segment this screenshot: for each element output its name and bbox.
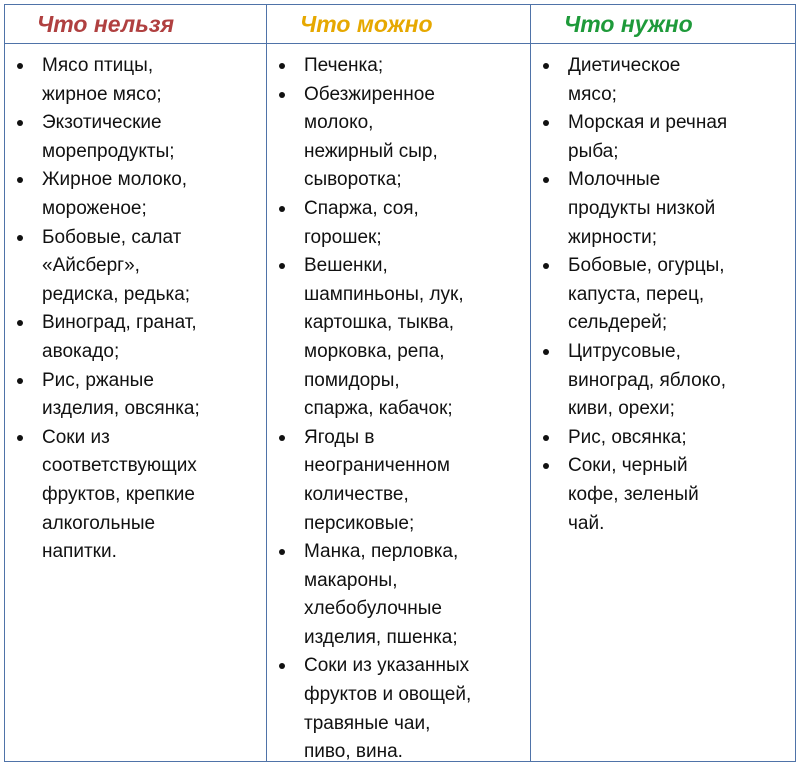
list-item <box>532 424 787 453</box>
list-item-line: киви, орехи; <box>568 398 675 420</box>
list-item-line: капуста, перец, <box>568 283 705 305</box>
list-item <box>532 452 787 538</box>
list-item-line: Вешенки, <box>304 255 388 277</box>
list-item-line: изделия, пшенка; <box>304 626 458 648</box>
list-item-line: персиковые; <box>304 512 415 534</box>
list-item-line: жирности; <box>568 226 658 248</box>
list-item-line: Печенка; <box>304 55 384 76</box>
list-item <box>268 538 522 652</box>
list-item-line: мороженое; <box>42 197 147 219</box>
list-item-line: Соки, черный <box>568 455 688 477</box>
list-item-line: Соки из <box>42 426 110 448</box>
list-item-line: неограниченном <box>304 455 450 477</box>
list-item-line: фруктов, крепкие <box>42 483 195 505</box>
list-item <box>5 52 258 109</box>
list-item-line: морепродукты; <box>42 140 175 162</box>
list-item-line: Цитрусовые, <box>568 340 681 362</box>
list-item-line: молоко, <box>304 112 374 134</box>
list-item-line: напитки. <box>42 541 117 563</box>
list-item-line: Виноград, гранат, <box>42 312 197 334</box>
list-item-line: Обезжиренное <box>304 83 435 105</box>
list-item-line: хлебобулочные <box>304 598 443 620</box>
list-item-line: рыба; <box>568 140 619 162</box>
list-item <box>532 166 787 252</box>
list-item-line: Бобовые, огурцы, <box>568 255 725 277</box>
column-forbidden <box>5 5 266 761</box>
list-item-line: чай. <box>568 512 605 534</box>
list-item-line: алкогольные <box>42 512 156 534</box>
list-item-line: количестве, <box>304 483 409 505</box>
list-item-line: травяные чаи, <box>304 712 431 734</box>
list-item-line: кофе, зеленый <box>568 483 699 505</box>
column-header-forbidden: Что нельзя <box>37 10 175 37</box>
list-item-line: шампиньоны, лук, <box>304 283 464 305</box>
list-item <box>5 109 258 166</box>
list-item-line: сыворотка; <box>304 169 402 191</box>
list-item-line: сельдерей; <box>568 312 668 334</box>
list-item-line: Ягоды в <box>304 426 375 448</box>
list-item-line: Манка, перловка, <box>304 541 459 563</box>
column-allowed <box>268 5 530 761</box>
list-item <box>268 52 522 81</box>
list-item-line: изделия, овсянка; <box>42 398 200 420</box>
list-item-line: фруктов и овощей, <box>304 684 472 706</box>
list-item-line: продукты низкой <box>568 197 716 219</box>
list-item-line: мясо; <box>568 83 617 105</box>
list-item-line: горошек; <box>304 226 382 248</box>
column-header-needed: Что нужно <box>564 10 693 37</box>
list-item <box>5 309 258 366</box>
list-item-line: Диетическое <box>568 55 681 76</box>
list-item-line: Жирное молоко, <box>42 169 188 191</box>
list-item <box>268 424 522 538</box>
column-header-allowed: Что можно <box>300 10 433 37</box>
list-item-line: Мясо птицы, <box>42 55 154 76</box>
list-item <box>268 652 522 766</box>
list-item-line: Экзотические <box>42 112 162 134</box>
list-item-line: картошка, тыква, <box>304 312 454 334</box>
list-item-line: Соки из указанных <box>304 655 470 677</box>
list-item-line: виноград, яблоко, <box>568 369 727 391</box>
forbidden-list <box>5 43 266 567</box>
list-item-line: Молочные <box>568 169 661 191</box>
list-item <box>5 166 258 223</box>
allowed-list <box>268 43 530 767</box>
list-item-line: соответствующих <box>42 455 197 477</box>
list-item <box>532 252 787 338</box>
list-item <box>268 195 522 252</box>
list-item-line: Бобовые, салат <box>42 226 182 248</box>
list-item-line: Морская и речная <box>568 112 728 134</box>
list-item <box>532 52 787 109</box>
list-item <box>5 367 258 424</box>
list-item-line: «Айсберг», <box>42 255 140 277</box>
list-item <box>532 109 787 166</box>
list-item-line: морковка, репа, <box>304 340 445 362</box>
column-divider <box>530 5 531 761</box>
column-divider <box>266 5 267 761</box>
needed-list <box>532 43 795 538</box>
list-item <box>5 424 258 567</box>
diet-table <box>4 4 796 762</box>
list-item-line: жирное мясо; <box>42 83 162 105</box>
list-item-line: авокадо; <box>42 340 120 362</box>
list-item <box>532 338 787 424</box>
list-item-line: спаржа, кабачок; <box>304 398 453 420</box>
list-item-line: помидоры, <box>304 369 400 391</box>
list-item-line: Рис, ржаные <box>42 369 154 391</box>
list-item-line: редиска, редька; <box>42 283 191 305</box>
list-item-line: нежирный сыр, <box>304 140 438 162</box>
list-item <box>268 252 522 424</box>
column-needed <box>532 5 795 761</box>
list-item-line: пиво, вина. <box>304 741 403 763</box>
list-item-line: Рис, овсянка; <box>568 426 687 448</box>
list-item-line: Спаржа, соя, <box>304 197 419 219</box>
list-item <box>268 81 522 195</box>
list-item <box>5 224 258 310</box>
list-item-line: макароны, <box>304 569 398 591</box>
